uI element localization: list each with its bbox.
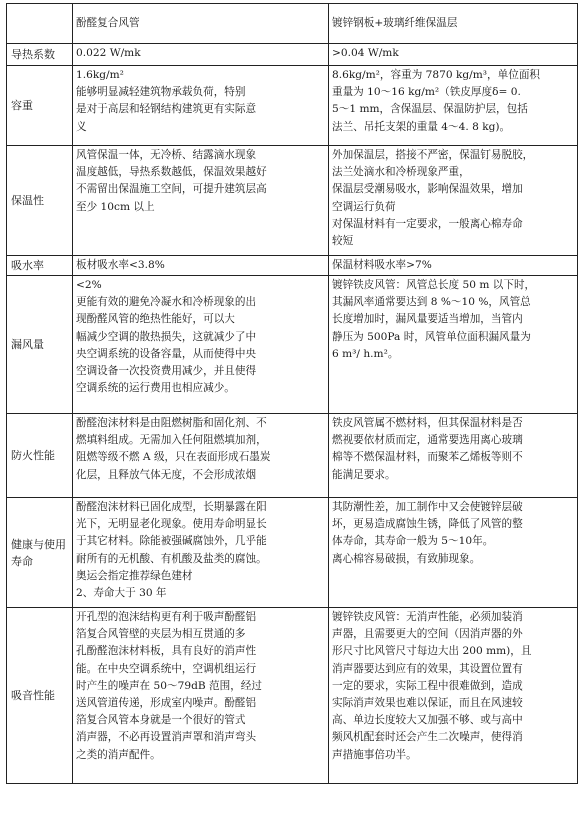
row-label: 吸水率 xyxy=(7,256,73,276)
cell-text-line: 之类的消声配件。 xyxy=(76,748,161,761)
cell-text-line: 其漏风率通常要达到 8 %～10 %，风管总 xyxy=(332,296,531,309)
row-label: 防火性能 xyxy=(7,414,73,498)
cell-text-line: 不需留出保温施工空间，可提升建筑层高 xyxy=(76,183,267,196)
galvanized-duct-cell xyxy=(329,146,578,256)
row-label: 导热系数 xyxy=(7,44,73,66)
cell-text-line: 消声器，不必再设置消声罩和消声弯头 xyxy=(76,731,257,744)
cell-text-line: 0.022 W/mk xyxy=(76,47,141,59)
galvanized-duct-cell xyxy=(329,256,578,276)
cell-text-line: 送风管道传递，形成室内噪声。酚醛铝 xyxy=(76,697,257,710)
phenolic-duct-cell xyxy=(73,498,329,608)
row-water-absorption xyxy=(7,256,578,276)
row-label: 保温性 xyxy=(7,146,73,256)
cell-text-line: 温度越低，导热系数越低，保温效果越好 xyxy=(76,166,267,179)
row-density xyxy=(7,66,578,146)
cell-text-line: 6 m³/ h.m²。 xyxy=(332,347,399,360)
row-label: 吸音性能 xyxy=(7,608,73,784)
cell-text-line: 时产生的噪声在 50～79dB 范围，经过 xyxy=(76,679,262,692)
cell-text-line: 光下，无明显老化现象。使用寿命明显长 xyxy=(76,518,267,531)
row-label: 容重 xyxy=(7,66,73,146)
cell-text-line: 重量为 10～16 kg/m²（铁皮厚度δ= 0. xyxy=(332,86,521,99)
comparison-table xyxy=(6,3,578,784)
cell-text-line: 2、寿命大于 30 年 xyxy=(76,587,167,600)
cell-text-line: 高、单边长度较大又加强不够、或与高中 xyxy=(332,714,523,727)
cell-text-line: 对保温材料有一定要求，一般离心棉寿命 xyxy=(332,217,523,230)
cell-text-line: 酚醛泡沫材料是由阻燃树脂和固化剂、不 xyxy=(76,417,267,429)
cell-text-line: 离心棉容易破损，有致肺现象。 xyxy=(332,552,481,565)
cell-text-line: 能。在中央空调系统中，空调机组运行 xyxy=(76,662,257,675)
cell-text-line: 箔复合风管本身就是一个很好的管式 xyxy=(76,714,246,727)
cell-text-line: 保温材料吸水率>7% xyxy=(332,259,432,271)
cell-text-line: 消声器要达到应有的效果，其设置位置有 xyxy=(332,662,523,675)
galvanized-duct-cell xyxy=(329,414,578,498)
header-galvanized-duct: 镀锌钢板+玻璃纤维保温层 xyxy=(329,4,578,44)
cell-text-line: 风管保温一体，无冷桥、结露滴水现象 xyxy=(76,149,257,161)
row-insulation xyxy=(7,146,578,256)
row-thermal-conductivity xyxy=(7,44,578,66)
cell-text-line: 长度增加时，漏风量要适当增加，当管内 xyxy=(332,313,523,326)
phenolic-duct-cell xyxy=(73,44,329,66)
row-sound-absorption xyxy=(7,608,578,784)
phenolic-duct-cell xyxy=(73,256,329,276)
cell-text-line: 棉等不燃保温材料，而聚苯乙烯板等则不 xyxy=(332,451,523,464)
cell-text-line: 更能有效的避免冷凝水和冷桥现象的出 xyxy=(76,296,257,309)
galvanized-duct-cell xyxy=(329,498,578,608)
cell-text-line: 5～1 mm，含保温层、保温防护层，包括 xyxy=(332,103,528,116)
galvanized-duct-cell xyxy=(329,66,578,146)
cell-text-line: 板材吸水率<3.8% xyxy=(76,259,165,271)
galvanized-duct-cell xyxy=(329,608,578,784)
phenolic-duct-cell xyxy=(73,66,329,146)
cell-text-line: 能满足要求。 xyxy=(332,468,396,481)
cell-text-line: 声器，且需要更大的空间（因消声器的外 xyxy=(332,628,523,641)
phenolic-duct-cell xyxy=(73,414,329,498)
cell-text-line: 静压为 500Pa 时，风管单位面积漏风量为 xyxy=(332,330,531,343)
row-health-lifespan xyxy=(7,498,578,608)
phenolic-duct-cell xyxy=(73,608,329,784)
cell-text-line: 阻燃等级不燃 A 级，只在表面形成石墨炭 xyxy=(76,451,271,464)
cell-text-line: 于其它材料。除能被强碱腐蚀外，几乎能 xyxy=(76,535,267,548)
row-label: 漏风量 xyxy=(7,276,73,414)
cell-text-line: 频风机配套时还会产生二次噪声，使得消 xyxy=(332,731,523,744)
galvanized-duct-cell xyxy=(329,276,578,414)
cell-text-line: >0.04 W/mk xyxy=(332,47,399,59)
galvanized-duct-cell xyxy=(329,44,578,66)
cell-text-line: 坏，更易造成腐蚀生锈，降低了风管的整 xyxy=(332,518,523,531)
cell-text-line: 燃视要依材质而定，通常要选用离心玻璃 xyxy=(332,434,523,447)
cell-text-line: 孔酚醛泡沫材料板，具有良好的消声性 xyxy=(76,645,257,658)
cell-text-line: 是对于高层和轻钢结构建筑更有实际意 xyxy=(76,103,257,116)
cell-text-line: 箔复合风管壁的夹层为相互贯通的多 xyxy=(76,628,246,641)
cell-text-line: 镀锌铁皮风管：无消声性能，必须加装消 xyxy=(332,611,523,623)
cell-text-line: 8.6kg/m²，容重为 7870 kg/m³，单位面积 xyxy=(332,69,541,81)
cell-text-line: 体寿命，其寿命一般为 5～10年。 xyxy=(332,535,494,548)
cell-text-line: 铁皮风管属不燃材料，但其保温材料是否 xyxy=(332,417,523,429)
cell-text-line: <2% xyxy=(76,279,102,291)
phenolic-duct-cell xyxy=(73,146,329,256)
header-corner-cell xyxy=(7,4,73,44)
cell-text-line: 幅减少空调的散热损失，这就减少了中 xyxy=(76,330,257,343)
cell-text-line: 外加保温层，搭接不严密，保温钉易脱胶， xyxy=(332,149,534,161)
cell-text-line: 一定的要求，实际工程中很难做到，造成 xyxy=(332,679,523,692)
cell-text-line: 奥运会指定推荐绿色建材 xyxy=(76,569,193,582)
cell-text-line: 化层，且释放气体无度，不会形成浓烟 xyxy=(76,468,257,481)
cell-text-line: 其防潮性差，加工制作中又会使镀锌层破 xyxy=(332,501,523,513)
cell-text-line: 法兰、吊托支架的重量 4～4. 8 kg)。 xyxy=(332,120,511,133)
header-phenolic-duct: 酚醛复合风管 xyxy=(73,4,329,44)
row-air-leakage xyxy=(7,276,578,414)
cell-text-line: 空调系统的运行费用也相应减少。 xyxy=(76,382,235,395)
cell-text-line: 开孔型的泡沫结构更有利于吸声酚醛铝 xyxy=(76,611,257,623)
cell-text-line: 至少 10cm 以上 xyxy=(76,200,155,213)
cell-text-line: 法兰处滴水和冷桥现象严重， xyxy=(332,166,470,179)
cell-text-line: 形尺寸比风管尺寸每边大出 200 mm)，且 xyxy=(332,645,532,658)
cell-text-line: 央空调系统的设备容量，从而使得中央 xyxy=(76,347,257,360)
cell-text-line: 较短 xyxy=(332,235,354,248)
row-fire-performance xyxy=(7,414,578,498)
phenolic-duct-cell xyxy=(73,276,329,414)
header-row xyxy=(7,4,578,44)
cell-text-line: 1.6kg/m² xyxy=(76,69,124,81)
cell-text-line: 能够明显减轻建筑物承载负荷，特别 xyxy=(76,86,246,99)
cell-text-line: 义 xyxy=(76,120,87,133)
cell-text-line: 空调设备一次投资费用减少，并且使得 xyxy=(76,365,257,378)
cell-text-line: 镀锌铁皮风管：风管总长度 50 m 以下时， xyxy=(332,279,536,291)
cell-text-line: 现酚醛风管的绝热性能好，可以大 xyxy=(76,313,235,326)
cell-text-line: 保温层受潮易吸水，影响保温效果，增加 xyxy=(332,183,523,196)
cell-text-line: 声措施事倍功半。 xyxy=(332,748,417,761)
cell-text-line: 实际消声效果也难以保证，而且在风速较 xyxy=(332,697,523,710)
cell-text-line: 耐所有的无机酸、有机酸及盐类的腐蚀。 xyxy=(76,552,267,565)
cell-text-line: 燃填料组成。无需加入任何阻燃填加剂， xyxy=(76,434,267,447)
cell-text-line: 空调运行负荷 xyxy=(332,200,396,213)
cell-text-line: 酚醛泡沫材料已固化成型，长期暴露在阳 xyxy=(76,501,267,513)
row-label: 健康与使用寿命 xyxy=(7,498,73,608)
